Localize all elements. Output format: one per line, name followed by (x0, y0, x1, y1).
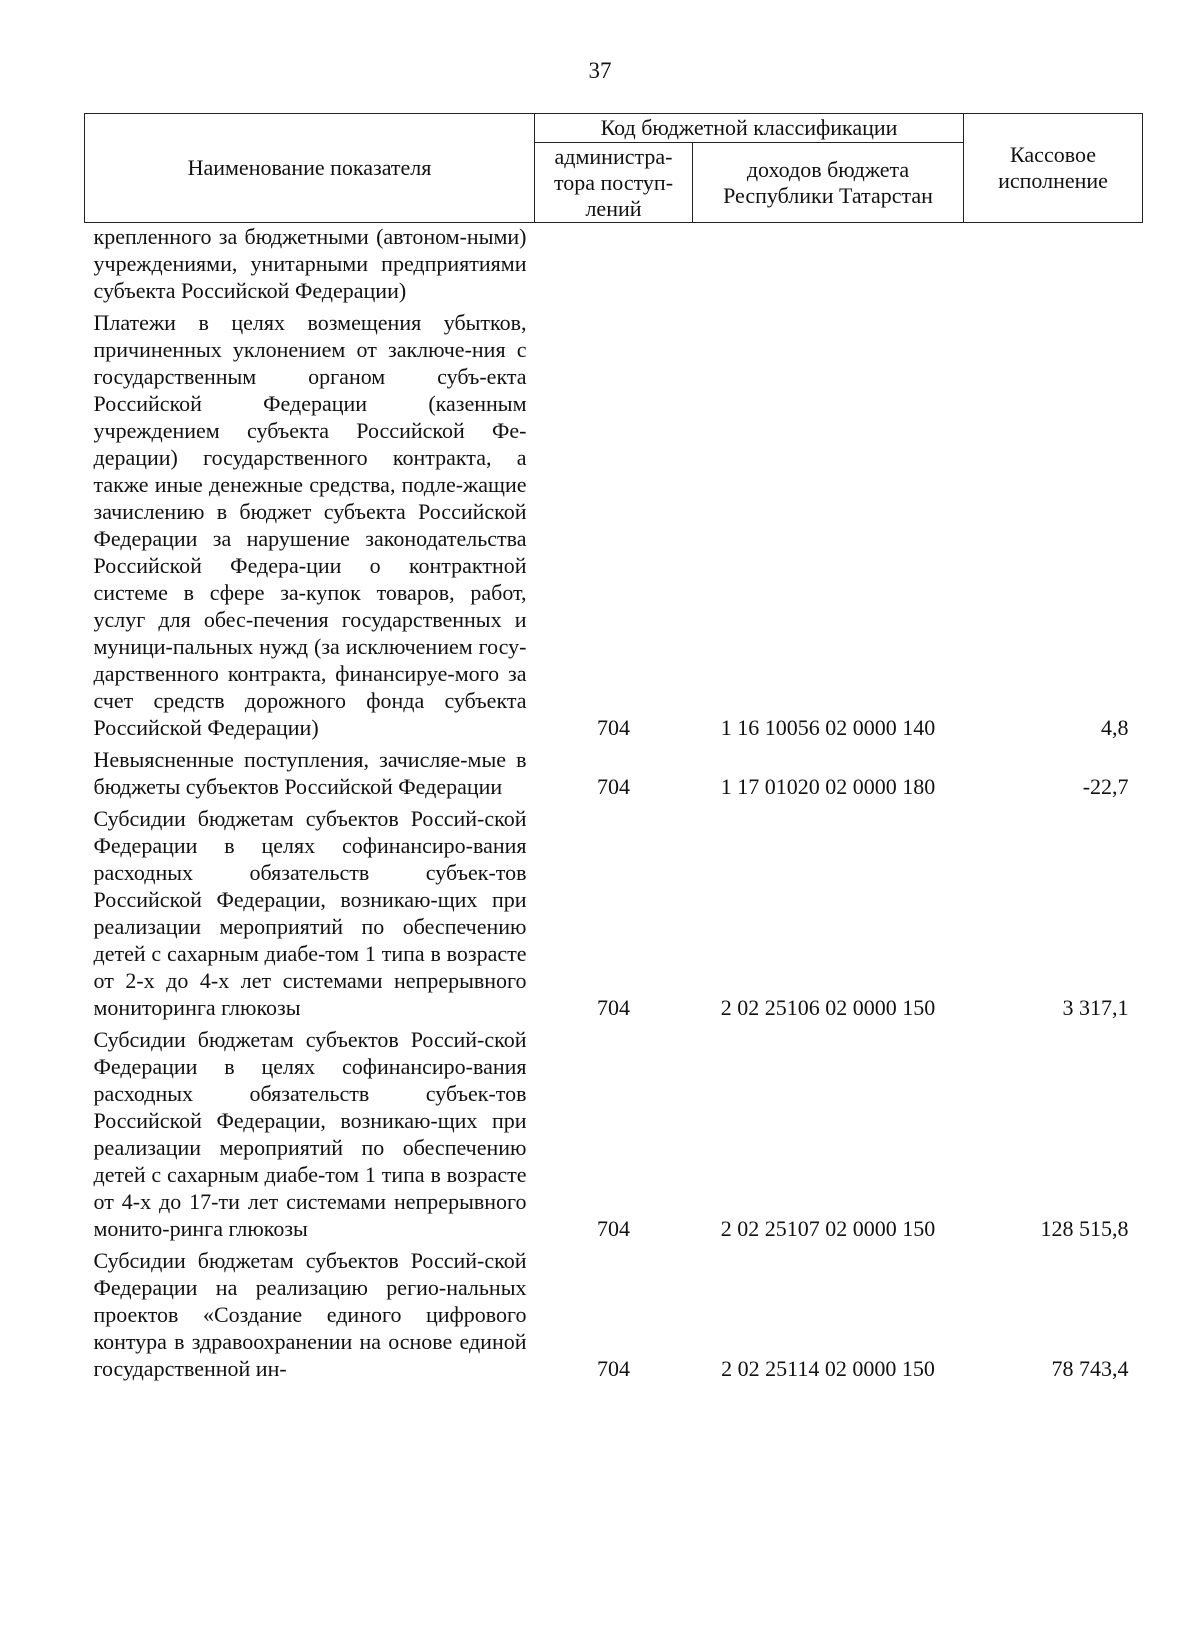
header-admin-column: администра-тора поступ-лений (535, 143, 693, 223)
row-income-code-cell: 1 17 01020 02 0000 180 (720, 774, 936, 799)
row-name-cell: Субсидии бюджетам субъектов Россий-ской Федерации в целях софинансиро-вания расходных обязательств субъек-тов Российской Федерации, возникаю-щих при реализации мероприятий по обеспечению детей с сахарным диабе-том 1 типа в возрасте от 4-х до 17-ти лет системами непрерывного монито-ринга глюкозы (93, 1027, 527, 1241)
row-income-code-cell: 2 02 25107 02 0000 150 (720, 1216, 936, 1241)
row-admin-code-cell: 704 (597, 995, 630, 1020)
row-income-code-cell (693, 223, 964, 305)
row-amount-cell: -22,7 (1082, 774, 1129, 799)
header-name-column: Наименование показателя (85, 114, 535, 223)
table-row (85, 741, 1143, 800)
row-name-cell: Субсидии бюджетам субъектов Россий-ской Федерации в целях софинансиро-вания расходных обязательств субъек-тов Российской Федерации, возникаю-щих при реализации мероприятий по обеспечению детей с сахарным диабе-том 1 типа в возрасте от 2-х до 4-х лет системами непрерывного мониторинга глюкозы (93, 806, 527, 1020)
table-row (85, 1021, 1143, 1242)
header-code-group: Код бюджетной классификации (535, 114, 964, 143)
row-amount-cell: 128 515,8 (1040, 1216, 1129, 1241)
row-income-code-cell: 2 02 25114 02 0000 150 (721, 1356, 935, 1381)
table-row (85, 223, 1143, 305)
row-amount-cell: 3 317,1 (1062, 995, 1129, 1020)
header-amount-column: Кассовое исполнение (964, 114, 1143, 223)
row-admin-code-cell: 704 (597, 1216, 630, 1241)
row-name-cell: Субсидии бюджетам субъектов Россий-ской Федерации на реализацию регио-нальных проектов «Создание единого цифрового контура в здравоохранении на основе единой государственной ин- (93, 1248, 527, 1381)
page-number: 37 (588, 58, 612, 83)
row-admin-code-cell: 704 (597, 774, 630, 799)
row-name-cell: крепленного за бюджетными (автоном-ными) учреждениями, унитарными предприятиями субъекта Российской Федерации) (93, 224, 527, 303)
row-admin-code-cell (535, 223, 693, 305)
table-row (85, 1242, 1143, 1382)
row-admin-code-cell: 704 (597, 1356, 630, 1381)
row-name-cell: Невыясненные поступления, зачисляе-мые в бюджеты субъектов Российской Федерации (93, 747, 527, 799)
row-name-cell: Платежи в целях возмещения убытков, причиненных уклонением от заключе-ния с государственным органом субъ-екта Российской Федерации (казенным учреждением субъекта Российской Фе-дерации) государственного контракта, а также иные денежные средства, подле-жащие зачислению в бюджет субъекта Российской Федерации за нарушение законодательства Российской Федера-ции о контрактной системе в сфере за-купок товаров, работ, услуг для обес-печения государственных и муници-пальных нужд (за исключением госу-дарственного контракта, финансируе-мого за счет средств дорожного фонда субъекта Российской Федерации) (93, 310, 527, 740)
table-body (85, 223, 1143, 1383)
row-income-code-cell: 2 02 25106 02 0000 150 (720, 995, 936, 1020)
budget-table (84, 113, 1143, 1382)
table-header (85, 114, 1143, 223)
row-admin-code-cell: 704 (597, 715, 630, 740)
table-row (85, 304, 1143, 741)
row-amount-cell: 4,8 (1101, 715, 1129, 740)
header-income-column: доходов бюджета Республики Татарстан (693, 143, 964, 223)
row-amount-cell: 78 743,4 (1051, 1356, 1129, 1381)
row-amount-cell (964, 223, 1143, 305)
table-row (85, 800, 1143, 1021)
row-income-code-cell: 1 16 10056 02 0000 140 (720, 715, 936, 740)
